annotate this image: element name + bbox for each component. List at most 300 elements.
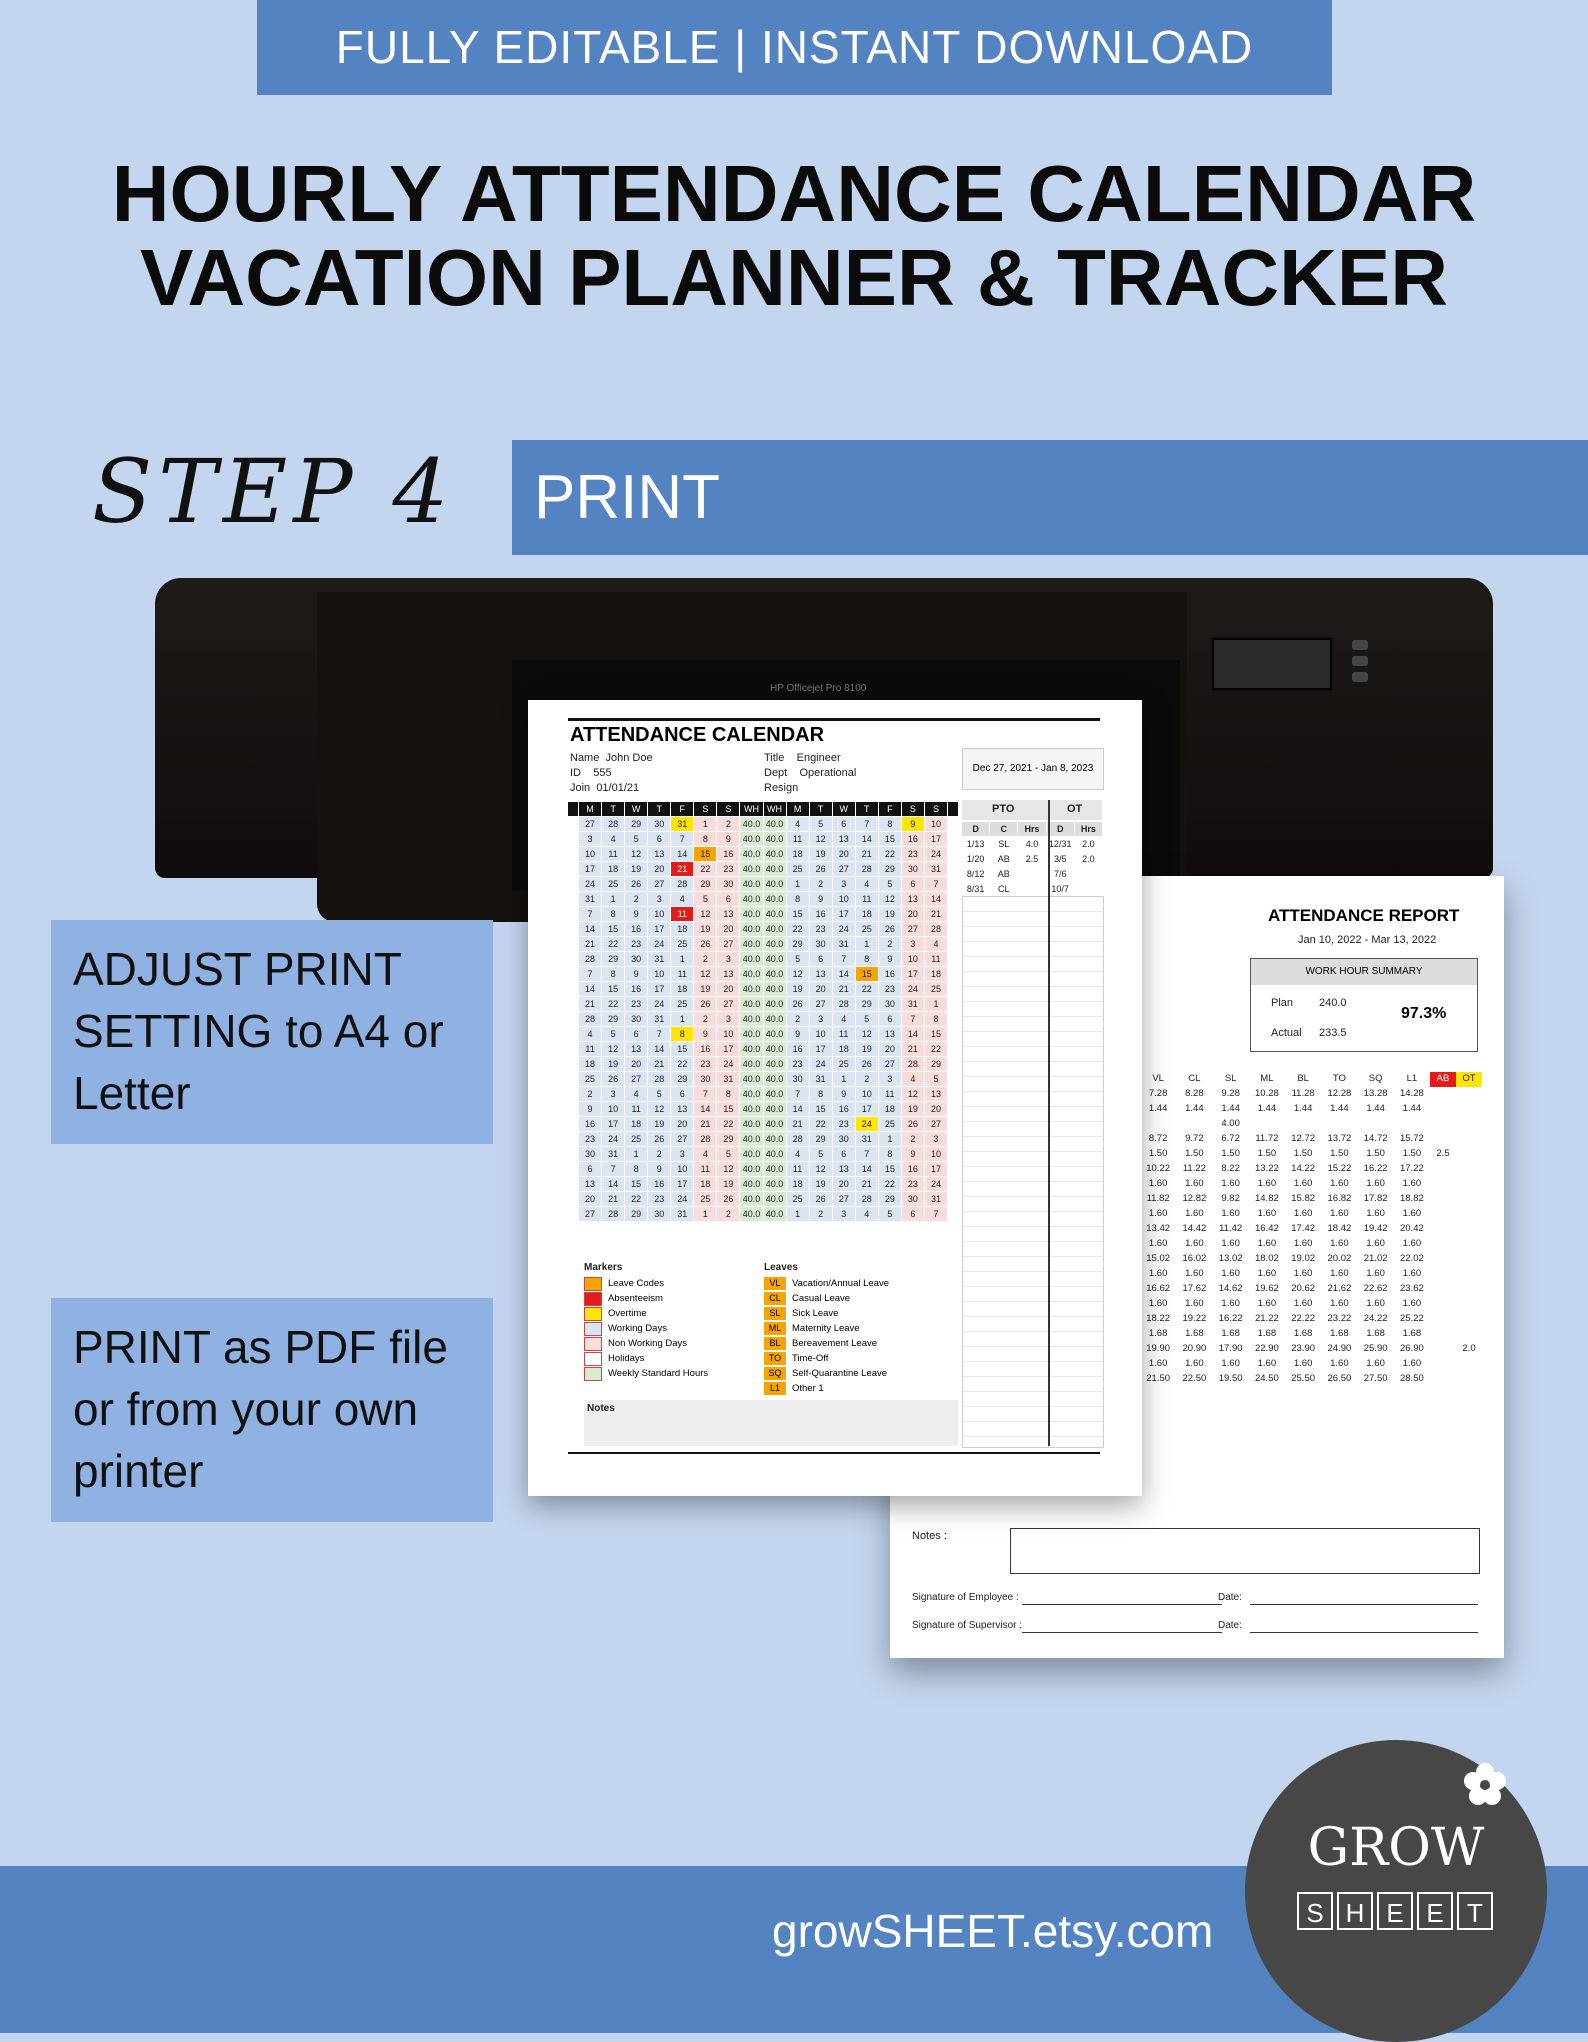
report-cell: 1.44	[1148, 1103, 1168, 1114]
calendar-column-header: F	[879, 802, 901, 816]
calendar-day: 30	[579, 1147, 601, 1161]
calendar-day: 4	[787, 817, 809, 831]
calendar-day: 7	[856, 1147, 878, 1161]
calendar-day: 1	[856, 937, 878, 951]
calendar-day: 9	[833, 1087, 855, 1101]
calendar-day: 25	[925, 982, 947, 996]
weekly-hours: 40.0	[764, 907, 786, 921]
calendar-range-box	[962, 748, 1104, 790]
calendar-day: 18	[787, 847, 809, 861]
marker-item	[584, 1276, 759, 1291]
report-cell: 1.60	[1148, 1178, 1168, 1189]
report-cell: 1.60	[1366, 1298, 1385, 1309]
calendar-day: 1	[879, 1132, 901, 1146]
calendar-day: 29	[879, 1192, 901, 1206]
report-bal-cell: 22.50	[1182, 1373, 1207, 1384]
calendar-day: 23	[902, 847, 924, 861]
leave-item	[764, 1336, 954, 1351]
report-cell: 1.60	[1257, 1208, 1277, 1219]
report-cell: 17.62	[1182, 1283, 1207, 1294]
calendar-day: 1	[671, 952, 693, 966]
report-cell: 23.90	[1291, 1343, 1316, 1354]
calendar-day: 16	[625, 982, 647, 996]
calendar-day: 16	[648, 1177, 670, 1191]
calendar-day: 19	[717, 1177, 739, 1191]
date-line	[1250, 1632, 1478, 1633]
calendar-column-header: T	[856, 802, 878, 816]
work-hour-summary	[1250, 958, 1478, 1052]
calendar-day: 15	[810, 1102, 832, 1116]
month-marker	[568, 1087, 578, 1101]
logo-letter: H	[1337, 1892, 1373, 1930]
calendar-day: 16	[625, 922, 647, 936]
calendar-day: 3	[810, 1012, 832, 1026]
report-ot-cell	[1456, 1177, 1482, 1192]
calendar-day: 3	[671, 1147, 693, 1161]
month-marker	[568, 952, 578, 966]
ot-cell: 7/6	[1053, 869, 1067, 879]
name-label: Name	[570, 752, 600, 764]
calendar-day: 14	[856, 1162, 878, 1176]
report-cell: 19.02	[1291, 1253, 1316, 1264]
month-marker	[948, 832, 958, 846]
calendar-day: 4	[902, 1072, 924, 1086]
report-ot-cell: 2.0	[1462, 1343, 1476, 1354]
tip-print-pdf: PRINT as PDF file or from your own printer	[51, 1298, 493, 1522]
calendar-day: 3	[579, 832, 601, 846]
calendar-day: 14	[856, 832, 878, 846]
attendance-percent: 97.3%	[1401, 1005, 1447, 1022]
pto-ot-blank-rows	[962, 896, 1104, 1448]
calendar-day: 20	[579, 1192, 601, 1206]
pto-cell: 8/31	[966, 884, 985, 894]
calendar-column-header: W	[625, 802, 647, 816]
calendar-day: 19	[856, 1042, 878, 1056]
calendar-day: 18	[671, 922, 693, 936]
report-notes-box	[1010, 1528, 1480, 1574]
calendar-day: 12	[717, 1162, 739, 1176]
report-ot-cell	[1456, 1162, 1482, 1177]
calendar-day: 2	[694, 1012, 716, 1026]
marker-swatch	[584, 1322, 602, 1336]
calendar-day: 21	[925, 907, 947, 921]
month-marker	[948, 982, 958, 996]
ot-cell: 2.0	[1082, 854, 1095, 864]
calendar-day: 27	[925, 1117, 947, 1131]
calendar-day: 16	[902, 1162, 924, 1176]
calendar-day: 22	[856, 982, 878, 996]
calendar-day: 27	[833, 862, 855, 876]
report-column-header: VL	[1152, 1073, 1164, 1084]
calendar-day: 17	[902, 967, 924, 981]
report-cell: 4.00	[1221, 1118, 1240, 1129]
calendar-day: 13	[671, 1102, 693, 1116]
calendar-day: 23	[717, 862, 739, 876]
calendar-day: 17	[856, 1102, 878, 1116]
report-ot-cell	[1456, 1087, 1482, 1102]
calendar-day: 26	[856, 1057, 878, 1071]
calendar-day: 8	[856, 952, 878, 966]
weekly-hours: 40.0	[764, 1072, 786, 1086]
report-cell	[1321, 1117, 1357, 1132]
calendar-day: 22	[787, 922, 809, 936]
calendar-day: 25	[579, 1072, 601, 1086]
pto-ot-column-header: Hrs	[1018, 822, 1045, 836]
marker-label: Overtime	[608, 1308, 647, 1319]
calendar-day: 22	[602, 997, 624, 1011]
calendar-range: Dec 27, 2021 - Jan 8, 2023	[972, 763, 1094, 774]
printer-model-label: HP Officejet Pro 8100	[770, 683, 867, 694]
marker-item	[584, 1336, 759, 1351]
weekly-hours: 40.0	[764, 952, 786, 966]
calendar-day: 21	[694, 1117, 716, 1131]
report-cell: 1.60	[1402, 1298, 1422, 1309]
calendar-day: 22	[694, 862, 716, 876]
calendar-day: 27	[810, 997, 832, 1011]
report-cell: 16.22	[1363, 1163, 1388, 1174]
month-marker	[568, 1057, 578, 1071]
leave-code: BL	[764, 1337, 786, 1350]
calendar-day: 31	[925, 1192, 947, 1206]
report-cell: 20.42	[1399, 1223, 1424, 1234]
report-column-header: AB	[1430, 1072, 1456, 1087]
calendar-day: 7	[833, 952, 855, 966]
report-ot-cell	[1456, 1267, 1482, 1282]
calendar-day: 21	[602, 1192, 624, 1206]
calendar-day: 1	[787, 877, 809, 891]
report-cell: 1.60	[1221, 1178, 1240, 1189]
month-marker	[948, 1132, 958, 1146]
summary-header: WORK HOUR SUMMARY	[1251, 959, 1477, 985]
month-marker	[948, 922, 958, 936]
marker-swatch	[584, 1277, 602, 1291]
month-marker	[948, 907, 958, 921]
calendar-day: 26	[810, 862, 832, 876]
logo-letter: T	[1457, 1892, 1493, 1930]
month-marker	[568, 937, 578, 951]
report-ot-cell	[1456, 1102, 1482, 1117]
calendar-day: 13	[625, 1042, 647, 1056]
report-cell: 1.60	[1330, 1358, 1349, 1369]
report-cell: 13.72	[1327, 1133, 1352, 1144]
calendar-day: 21	[648, 1057, 670, 1071]
calendar-day: 21	[579, 937, 601, 951]
calendar-day: 21	[856, 1177, 878, 1191]
leave-item	[764, 1291, 954, 1306]
report-cell: 1.60	[1221, 1238, 1240, 1249]
calendar-day: 7	[856, 817, 878, 831]
id-value: 555	[593, 767, 612, 779]
calendar-day: 20	[648, 862, 670, 876]
calendar-day: 26	[879, 922, 901, 936]
calendar-day: 30	[625, 952, 647, 966]
calendar-day: 11	[671, 907, 693, 921]
report-cell: 19.62	[1254, 1283, 1279, 1294]
weekly-hours: 40.0	[740, 1102, 762, 1116]
month-marker	[568, 1042, 578, 1056]
month-marker	[568, 1207, 578, 1221]
calendar-day: 19	[787, 982, 809, 996]
calendar-day: 11	[671, 967, 693, 981]
report-cell: 11.72	[1255, 1133, 1279, 1144]
calendar-day: 4	[602, 832, 624, 846]
pto-ot-table	[962, 822, 1102, 896]
report-cell: 1.60	[1148, 1208, 1168, 1219]
report-ab-cell	[1430, 1312, 1456, 1327]
calendar-day: 22	[602, 937, 624, 951]
calendar-day: 2	[810, 1207, 832, 1221]
calendar-column-header: T	[648, 802, 670, 816]
calendar-day: 23	[625, 997, 647, 1011]
calendar-day: 5	[717, 1147, 739, 1161]
report-cell: 1.60	[1185, 1358, 1204, 1369]
weekly-hours: 40.0	[764, 1027, 786, 1041]
calendar-day: 5	[879, 1207, 901, 1221]
calendar-day: 23	[787, 1057, 809, 1071]
calendar-day: 27	[648, 877, 670, 891]
report-ab-cell	[1430, 1192, 1456, 1207]
calendar-day: 19	[694, 922, 716, 936]
calendar-day: 28	[833, 997, 855, 1011]
calendar-day: 8	[787, 892, 809, 906]
report-cell: 22.62	[1363, 1283, 1388, 1294]
weekly-hours: 40.0	[740, 967, 762, 981]
calendar-day: 10	[833, 892, 855, 906]
calendar-day: 31	[579, 892, 601, 906]
calendar-column-header: T	[810, 802, 832, 816]
title-value: Engineer	[796, 752, 841, 764]
report-cell: 1.50	[1148, 1148, 1168, 1159]
report-cell: 21.62	[1327, 1283, 1352, 1294]
ot-cell	[1075, 882, 1102, 896]
calendar-day: 21	[579, 997, 601, 1011]
calendar-day: 16	[810, 907, 832, 921]
month-marker	[948, 1147, 958, 1161]
report-cell: 1.60	[1330, 1178, 1349, 1189]
calendar-day: 7	[602, 1162, 624, 1176]
report-cell: 16.62	[1146, 1283, 1171, 1294]
calendar-day: 3	[902, 937, 924, 951]
report-bal-cell: 26.50	[1327, 1373, 1352, 1384]
report-ab-cell	[1430, 1132, 1456, 1147]
calendar-column-header: T	[602, 802, 624, 816]
report-cell: 1.50	[1257, 1148, 1277, 1159]
calendar-day: 23	[579, 1132, 601, 1146]
report-cell: 15.72	[1399, 1133, 1424, 1144]
calendar-day: 23	[625, 937, 647, 951]
website-link[interactable]: growSHEET.etsy.com	[772, 1905, 1214, 1957]
calendar-day: 9	[902, 817, 924, 831]
report-cell: 1.60	[1402, 1208, 1422, 1219]
report-cell	[1285, 1117, 1321, 1132]
weekly-hours: 40.0	[764, 817, 786, 831]
calendar-day: 28	[925, 922, 947, 936]
weekly-hours: 40.0	[740, 1207, 762, 1221]
report-cell: 1.60	[1402, 1178, 1422, 1189]
report-column-header: SL	[1224, 1073, 1237, 1084]
weekly-hours: 40.0	[740, 1042, 762, 1056]
calendar-day: 31	[602, 1147, 624, 1161]
calendar-day: 14	[602, 1177, 624, 1191]
calendar-day: 17	[648, 922, 670, 936]
report-ot-cell	[1456, 1327, 1482, 1342]
weekly-hours: 40.0	[740, 862, 762, 876]
weekly-hours: 40.0	[764, 832, 786, 846]
calendar-day: 14	[925, 892, 947, 906]
calendar-day: 29	[717, 1132, 739, 1146]
report-cell: 1.60	[1185, 1208, 1204, 1219]
calendar-day: 15	[717, 1102, 739, 1116]
report-cell: 1.68	[1221, 1328, 1240, 1339]
report-ab-cell	[1430, 1162, 1456, 1177]
calendar-top-rule	[568, 718, 1100, 721]
report-cell: 24.90	[1327, 1343, 1352, 1354]
report-cell: 1.44	[1257, 1103, 1277, 1114]
calendar-day: 4	[856, 1207, 878, 1221]
ot-cell: 10/7	[1051, 884, 1069, 894]
calendar-day: 13	[833, 1162, 855, 1176]
calendar-title: ATTENDANCE CALENDAR	[570, 724, 825, 746]
marker-swatch	[584, 1352, 602, 1366]
month-marker	[568, 1027, 578, 1041]
pto-cell: AB	[997, 869, 1010, 879]
report-cell: 14.82	[1254, 1193, 1279, 1204]
report-cell: 17.42	[1291, 1223, 1316, 1234]
calendar-day: 25	[671, 937, 693, 951]
report-cell: 12.82	[1182, 1193, 1207, 1204]
signature-line	[1022, 1632, 1222, 1633]
calendar-day: 17	[648, 982, 670, 996]
calendar-day: 2	[810, 877, 832, 891]
report-cell: 14.62	[1218, 1283, 1243, 1294]
calendar-day: 29	[856, 997, 878, 1011]
weekly-hours: 40.0	[740, 1087, 762, 1101]
weekly-hours: 40.0	[740, 1057, 762, 1071]
calendar-day: 6	[648, 832, 670, 846]
report-cell: 1.60	[1366, 1268, 1385, 1279]
pto-ot-divider	[1048, 800, 1050, 1446]
month-marker	[948, 1012, 958, 1026]
actual-label: Actual	[1271, 1027, 1302, 1039]
calendar-day: 6	[717, 892, 739, 906]
weekly-hours: 40.0	[740, 907, 762, 921]
calendar-column-header: W	[833, 802, 855, 816]
calendar-day: 26	[648, 1132, 670, 1146]
calendar-day: 13	[902, 892, 924, 906]
calendar-day: 8	[879, 817, 901, 831]
calendar-day: 15	[625, 1177, 647, 1191]
calendar-day: 9	[625, 967, 647, 981]
page-title	[60, 149, 1528, 322]
calendar-day: 8	[602, 967, 624, 981]
title-line-2: VACATION PLANNER & TRACKER	[139, 233, 1449, 322]
report-cell: 1.60	[1257, 1238, 1277, 1249]
calendar-day: 9	[694, 1027, 716, 1041]
calendar-day: 3	[833, 877, 855, 891]
report-cell: 1.68	[1330, 1328, 1349, 1339]
leave-code: SQ	[764, 1367, 786, 1380]
calendar-day: 24	[717, 1057, 739, 1071]
calendar-day: 31	[902, 997, 924, 1011]
month-marker	[568, 997, 578, 1011]
report-cell: 19.90	[1146, 1343, 1171, 1354]
report-cell: 14.28	[1399, 1088, 1424, 1099]
leave-code: VL	[764, 1277, 786, 1290]
report-ot-cell	[1456, 1222, 1482, 1237]
marker-swatch	[584, 1307, 602, 1321]
calendar-day: 21	[833, 982, 855, 996]
calendar-column-header: WH	[764, 802, 786, 816]
calendar-day: 24	[856, 1117, 878, 1131]
month-marker	[568, 1012, 578, 1026]
month-marker	[948, 1162, 958, 1176]
markers-legend	[584, 1276, 759, 1381]
weekly-hours: 40.0	[764, 892, 786, 906]
calendar-day: 11	[625, 1102, 647, 1116]
weekly-hours: 40.0	[764, 937, 786, 951]
date-label: Date:	[1218, 1592, 1242, 1603]
leave-item	[764, 1321, 954, 1336]
calendar-day: 16	[902, 832, 924, 846]
leave-label: Other 1	[792, 1383, 824, 1394]
marker-swatch	[584, 1337, 602, 1351]
report-cell: 8.72	[1148, 1133, 1168, 1144]
calendar-day: 6	[810, 952, 832, 966]
ot-cell: 12/31	[1048, 839, 1072, 849]
calendar-day: 11	[833, 1027, 855, 1041]
calendar-day: 16	[717, 847, 739, 861]
markers-label: Markers	[584, 1262, 623, 1273]
calendar-day: 4	[671, 892, 693, 906]
report-cell	[1358, 1117, 1394, 1132]
report-notes-label: Notes :	[912, 1530, 947, 1542]
calendar-day: 25	[602, 877, 624, 891]
calendar-day: 23	[902, 1177, 924, 1191]
calendar-day: 29	[879, 862, 901, 876]
leave-code: ML	[764, 1322, 786, 1335]
leave-label: Sick Leave	[792, 1308, 839, 1319]
calendar-day: 25	[787, 1192, 809, 1206]
calendar-day: 13	[648, 847, 670, 861]
calendar-day: 24	[671, 1192, 693, 1206]
pto-ot-header	[962, 800, 1102, 820]
report-cell: 13.02	[1218, 1253, 1243, 1264]
calendar-day: 6	[671, 1087, 693, 1101]
calendar-day: 22	[879, 847, 901, 861]
calendar-day: 22	[925, 1042, 947, 1056]
calendar-day: 2	[717, 1207, 739, 1221]
calendar-day: 7	[694, 1087, 716, 1101]
date-label: Date:	[1218, 1620, 1242, 1631]
logo-letter: E	[1417, 1892, 1453, 1930]
report-ot-cell	[1456, 1237, 1482, 1252]
calendar-day: 15	[671, 1042, 693, 1056]
month-marker	[948, 877, 958, 891]
month-marker	[568, 892, 578, 906]
calendar-day: 5	[856, 1012, 878, 1026]
calendar-day: 31	[925, 862, 947, 876]
month-marker	[568, 907, 578, 921]
calendar-day: 24	[810, 1057, 832, 1071]
report-ab-cell	[1430, 1327, 1456, 1342]
report-bal-cell: 28.50	[1399, 1373, 1424, 1384]
actual-value: 233.5	[1319, 1027, 1347, 1039]
pto-label: PTO	[992, 803, 1015, 815]
calendar-day: 30	[648, 817, 670, 831]
calendar-day: 30	[902, 862, 924, 876]
calendar-day: 19	[902, 1102, 924, 1116]
calendar-day: 23	[879, 982, 901, 996]
